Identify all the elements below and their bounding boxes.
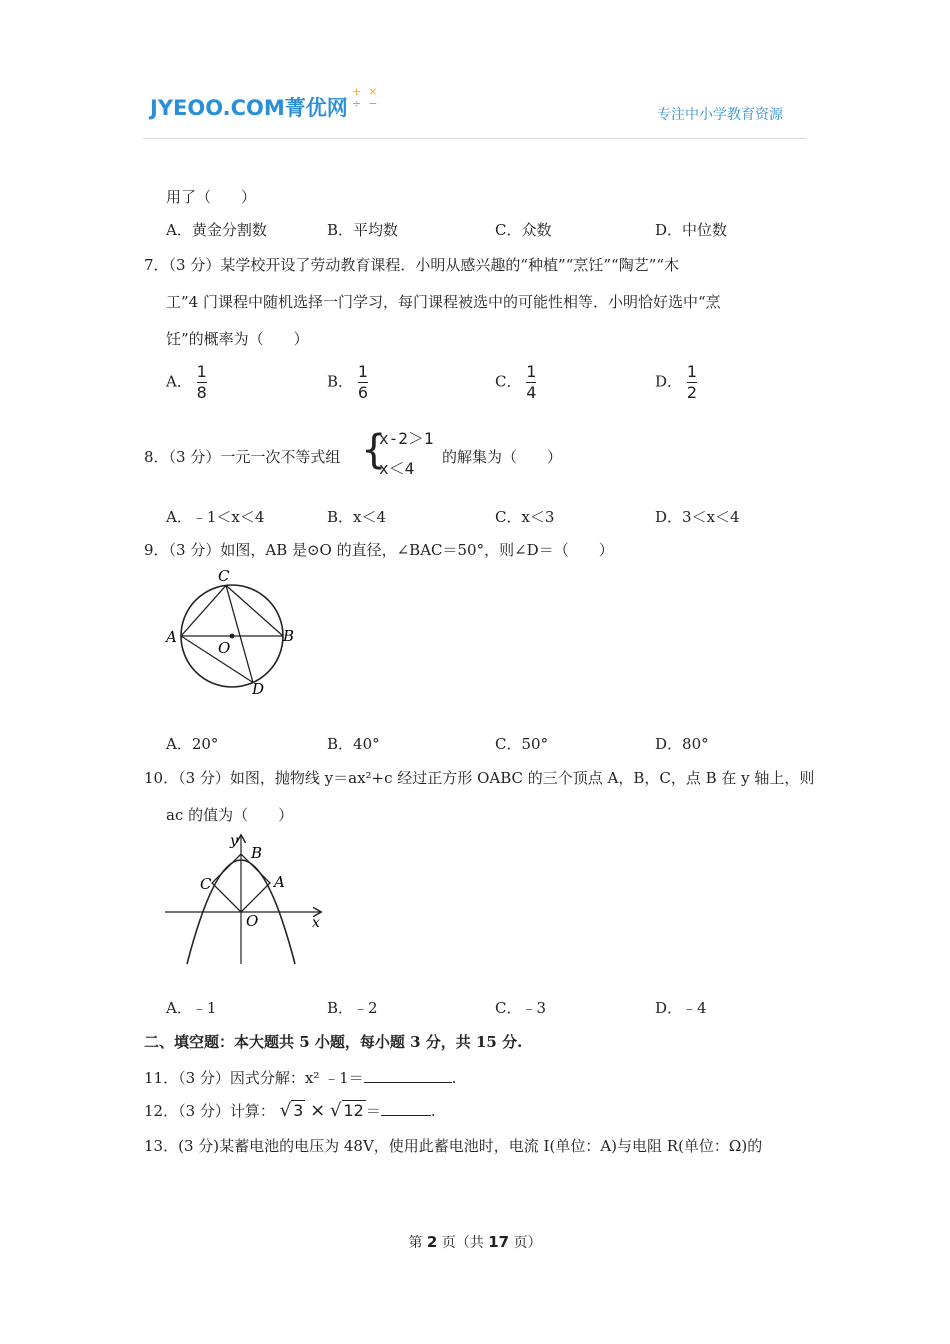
q7-line2: 工”4 门课程中随机选择一门学习，每门课程被选中的可能性相等．小明恰好选中“烹 <box>166 293 721 311</box>
q10-option-d: D．﹣4 <box>655 999 707 1017</box>
radicand-12: 12 <box>343 1101 364 1120</box>
q9-option-c: C．50° <box>495 735 549 753</box>
q7-option-d: D． $\frac{1}{2}$ <box>655 362 697 402</box>
label-d: D <box>252 680 265 698</box>
q6-option-d: D．中位数 <box>655 221 728 239</box>
label-a: A <box>166 628 177 646</box>
q6-option-b: B．平均数 <box>327 221 399 239</box>
q9-option-d: D．80° <box>655 735 709 753</box>
logo-math-icon: + × ÷ − <box>352 85 378 110</box>
label-c: C <box>200 875 212 893</box>
sqrt-icon: √ <box>279 1100 292 1121</box>
q8-suffix: 的解集为（ ） <box>442 448 563 466</box>
q10-line2: ac 的值为（ ） <box>166 806 294 824</box>
jyeoo-logo: JYEOO.COM菁优网 <box>150 96 348 120</box>
q11-prefix: 11．（3 分）因式分解：x² ﹣1＝ <box>144 1069 364 1087</box>
q9-stem: 9．（3 分）如图，AB 是⊙O 的直径，∠BAC＝50°，则∠D＝（ ） <box>144 541 614 559</box>
fraction: $\frac{1}{6}$ <box>357 362 368 402</box>
q12-prefix: 12．（3 分）计算： <box>144 1102 275 1120</box>
q8-prefix: 8．（3 分）一元一次不等式组 <box>144 448 341 466</box>
q9-option-b: B．40° <box>327 735 380 753</box>
q8-inequality-2: x＜4 <box>379 459 415 478</box>
total-pages: 17 <box>488 1233 510 1251</box>
label-a: A <box>274 873 285 891</box>
fraction: $\frac{1}{2}$ <box>686 362 697 402</box>
q8-option-d: D．3＜x＜4 <box>655 508 740 526</box>
answer-blank <box>381 1100 431 1116</box>
label-b: B <box>251 844 263 862</box>
label-c: C <box>218 567 230 585</box>
q13-line1: 13．(3 分)某蓄电池的电压为 48V，使用此蓄电池时，电流 I(单位：A)与电阻 R(单位：Ω)的 <box>144 1137 763 1155</box>
q7-option-c: C． $\frac{1}{4}$ <box>495 362 537 402</box>
q8-inequality-1: x-2＞1 <box>379 429 434 448</box>
section-title-fill-blank: 二、填空题：本大题共 5 小题，每小题 3 分，共 15 分. <box>144 1033 523 1051</box>
q7-option-b: B． $\frac{1}{6}$ <box>327 362 368 402</box>
label-o: O <box>218 639 231 657</box>
q8-option-c: C．x＜3 <box>495 508 555 526</box>
q8-option-a: A．﹣1＜x＜4 <box>166 508 265 526</box>
fraction: $\frac{1}{8}$ <box>196 362 207 402</box>
parabola-figure <box>160 830 330 970</box>
q7-line1: 7．（3 分）某学校开设了劳动教育课程．小明从感兴趣的“种植”“烹饪”“陶艺”“木 <box>144 256 680 274</box>
q8-option-b: B．x＜4 <box>327 508 387 526</box>
fraction: $\frac{1}{4}$ <box>526 362 537 402</box>
answer-blank <box>364 1067 452 1083</box>
q6-option-a: A．黄金分割数 <box>166 221 267 239</box>
q11: 11．（3 分）因式分解：x² ﹣1＝ . <box>144 1069 457 1087</box>
q10-option-b: B．﹣2 <box>327 999 378 1017</box>
brace-icon: { <box>361 427 387 473</box>
q7-line3: 饪”的概率为（ ） <box>166 330 309 348</box>
q9-option-a: A．20° <box>166 735 219 753</box>
radicand-3: 3 <box>293 1101 304 1120</box>
q6-option-c: C．众数 <box>495 221 552 239</box>
label-y: y <box>230 833 238 849</box>
q12: 12．（3 分）计算： √ 3 × √ 12 ＝ . <box>144 1100 436 1121</box>
label-b: B <box>283 627 295 645</box>
page-footer: 第 2 页（共 17 页） <box>408 1233 542 1251</box>
q10-option-c: C．﹣3 <box>495 999 547 1017</box>
circle-figure <box>160 564 300 699</box>
page-number: 2 <box>426 1233 438 1251</box>
header-divider <box>143 138 806 139</box>
tagline: 专注中小学教育资源 <box>657 107 783 123</box>
label-x: x <box>312 915 320 931</box>
q7-option-a: A． $\frac{1}{8}$ <box>166 362 207 402</box>
sqrt-icon: √ <box>330 1100 342 1121</box>
q10-line1: 10．（3 分）如图，抛物线 y＝ax²+c 经过正方形 OABC 的三个顶点 A，B，C，点 B 在 y 轴上，则 <box>144 769 815 787</box>
label-o: O <box>246 912 259 930</box>
q6-tail: 用了（ ） <box>166 188 257 206</box>
q10-option-a: A．﹣1 <box>166 999 217 1017</box>
